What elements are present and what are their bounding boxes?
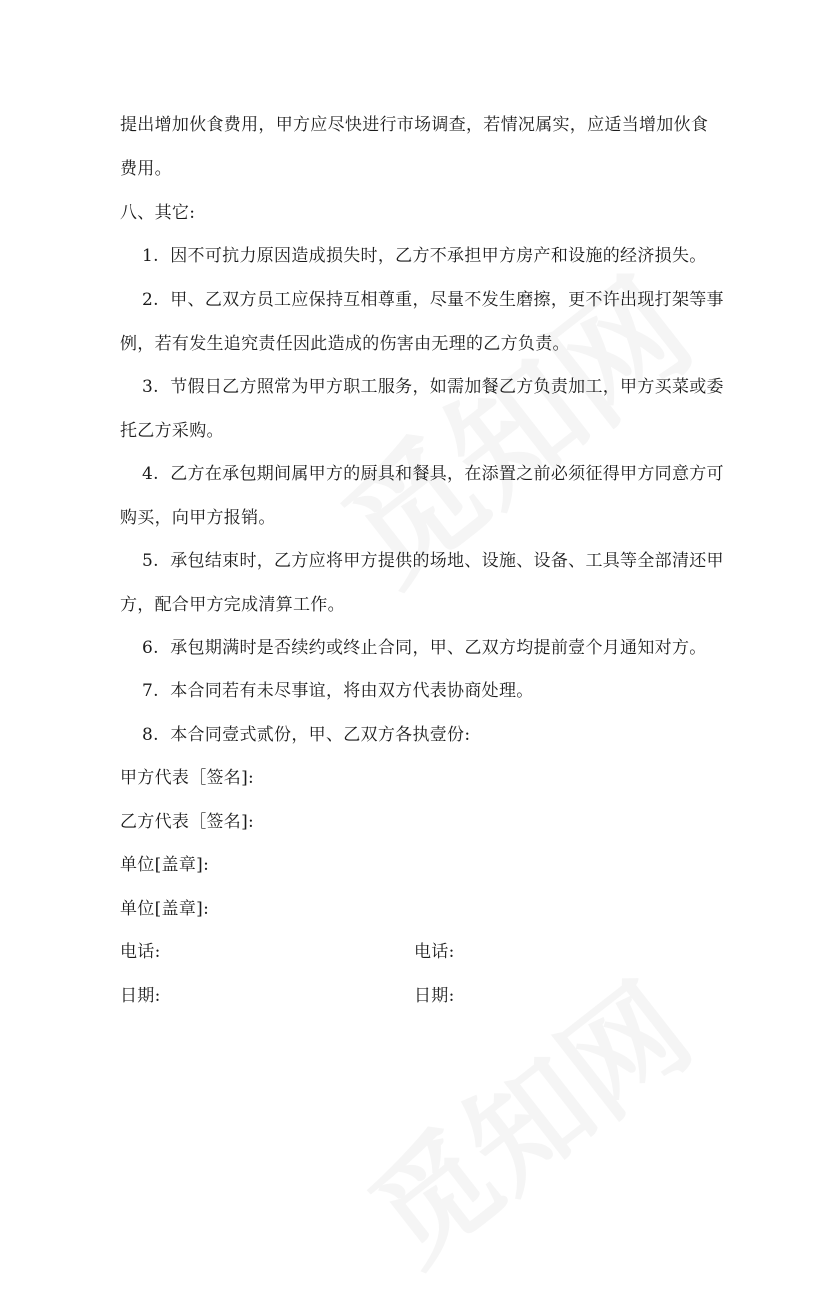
list-item-continuation: 购买，向甲方报销。 bbox=[120, 508, 276, 528]
list-item bbox=[142, 289, 724, 311]
list-item-text: 承包结束时，乙方应将甲方提供的场地、设施、设备、工具等全部清还甲 bbox=[170, 551, 724, 571]
list-item-text: 甲、乙双方员工应保持互相尊重，尽量不发生磨擦，更不许出现打架等事 bbox=[170, 290, 724, 310]
list-item bbox=[142, 245, 707, 267]
list-item-text: 因不可抗力原因造成损失时，乙方不承担甲方房产和设施的经济损失。 bbox=[170, 246, 707, 266]
unit-stamp-label: 单位[盖章]: bbox=[120, 855, 210, 875]
party-a-representative-label: 甲方代表［签名]: bbox=[120, 768, 255, 788]
list-item bbox=[142, 724, 470, 746]
list-item bbox=[142, 463, 724, 485]
section-heading: 八、其它: bbox=[120, 203, 196, 223]
party-a-date-label: 日期: bbox=[120, 986, 161, 1006]
list-item-number: 7. bbox=[142, 681, 159, 701]
list-item-text: 乙方在承包期间属甲方的厨具和餐具，在添置之前必须征得甲方同意方可 bbox=[170, 464, 724, 484]
list-item-number: 6. bbox=[142, 638, 159, 658]
party-a-phone-label: 电话: bbox=[120, 942, 161, 962]
list-item bbox=[142, 680, 534, 702]
party-b-phone-label: 电话: bbox=[414, 942, 455, 962]
list-item-text: 本合同壹式贰份，甲、乙双方各执壹份: bbox=[170, 725, 471, 745]
intro-line: 费用。 bbox=[120, 159, 172, 179]
party-b-date-label: 日期: bbox=[414, 986, 455, 1006]
list-item-number: 3. bbox=[142, 377, 159, 397]
intro-line: 提出增加伙食费用，甲方应尽快进行市场调查，若情况属实，应适当增加伙食 bbox=[120, 115, 709, 135]
list-item-number: 5. bbox=[142, 551, 159, 571]
list-item-continuation: 托乙方采购。 bbox=[120, 421, 224, 441]
watermark bbox=[330, 938, 720, 1295]
list-item bbox=[142, 637, 707, 659]
list-item-number: 4. bbox=[142, 464, 159, 484]
list-item-number: 2. bbox=[142, 290, 159, 310]
list-item bbox=[142, 550, 724, 572]
list-item-text: 承包期满时是否续约或终止合同，甲、乙双方均提前壹个月通知对方。 bbox=[170, 638, 707, 658]
list-item-continuation: 方，配合甲方完成清算工作。 bbox=[120, 595, 345, 615]
list-item-text: 节假日乙方照常为甲方职工服务，如需加餐乙方负责加工，甲方买菜或委 bbox=[170, 377, 724, 397]
list-item-number: 8. bbox=[142, 725, 159, 745]
list-item bbox=[142, 376, 724, 398]
list-item-text: 本合同若有未尽事谊，将由双方代表协商处理。 bbox=[170, 681, 534, 701]
party-b-representative-label: 乙方代表［签名]: bbox=[120, 812, 255, 832]
unit-stamp-label: 单位[盖章]: bbox=[120, 899, 210, 919]
list-item-number: 1. bbox=[142, 246, 159, 266]
list-item-continuation: 例，若有发生追究责任因此造成的伤害由无理的乙方负责。 bbox=[120, 334, 570, 354]
